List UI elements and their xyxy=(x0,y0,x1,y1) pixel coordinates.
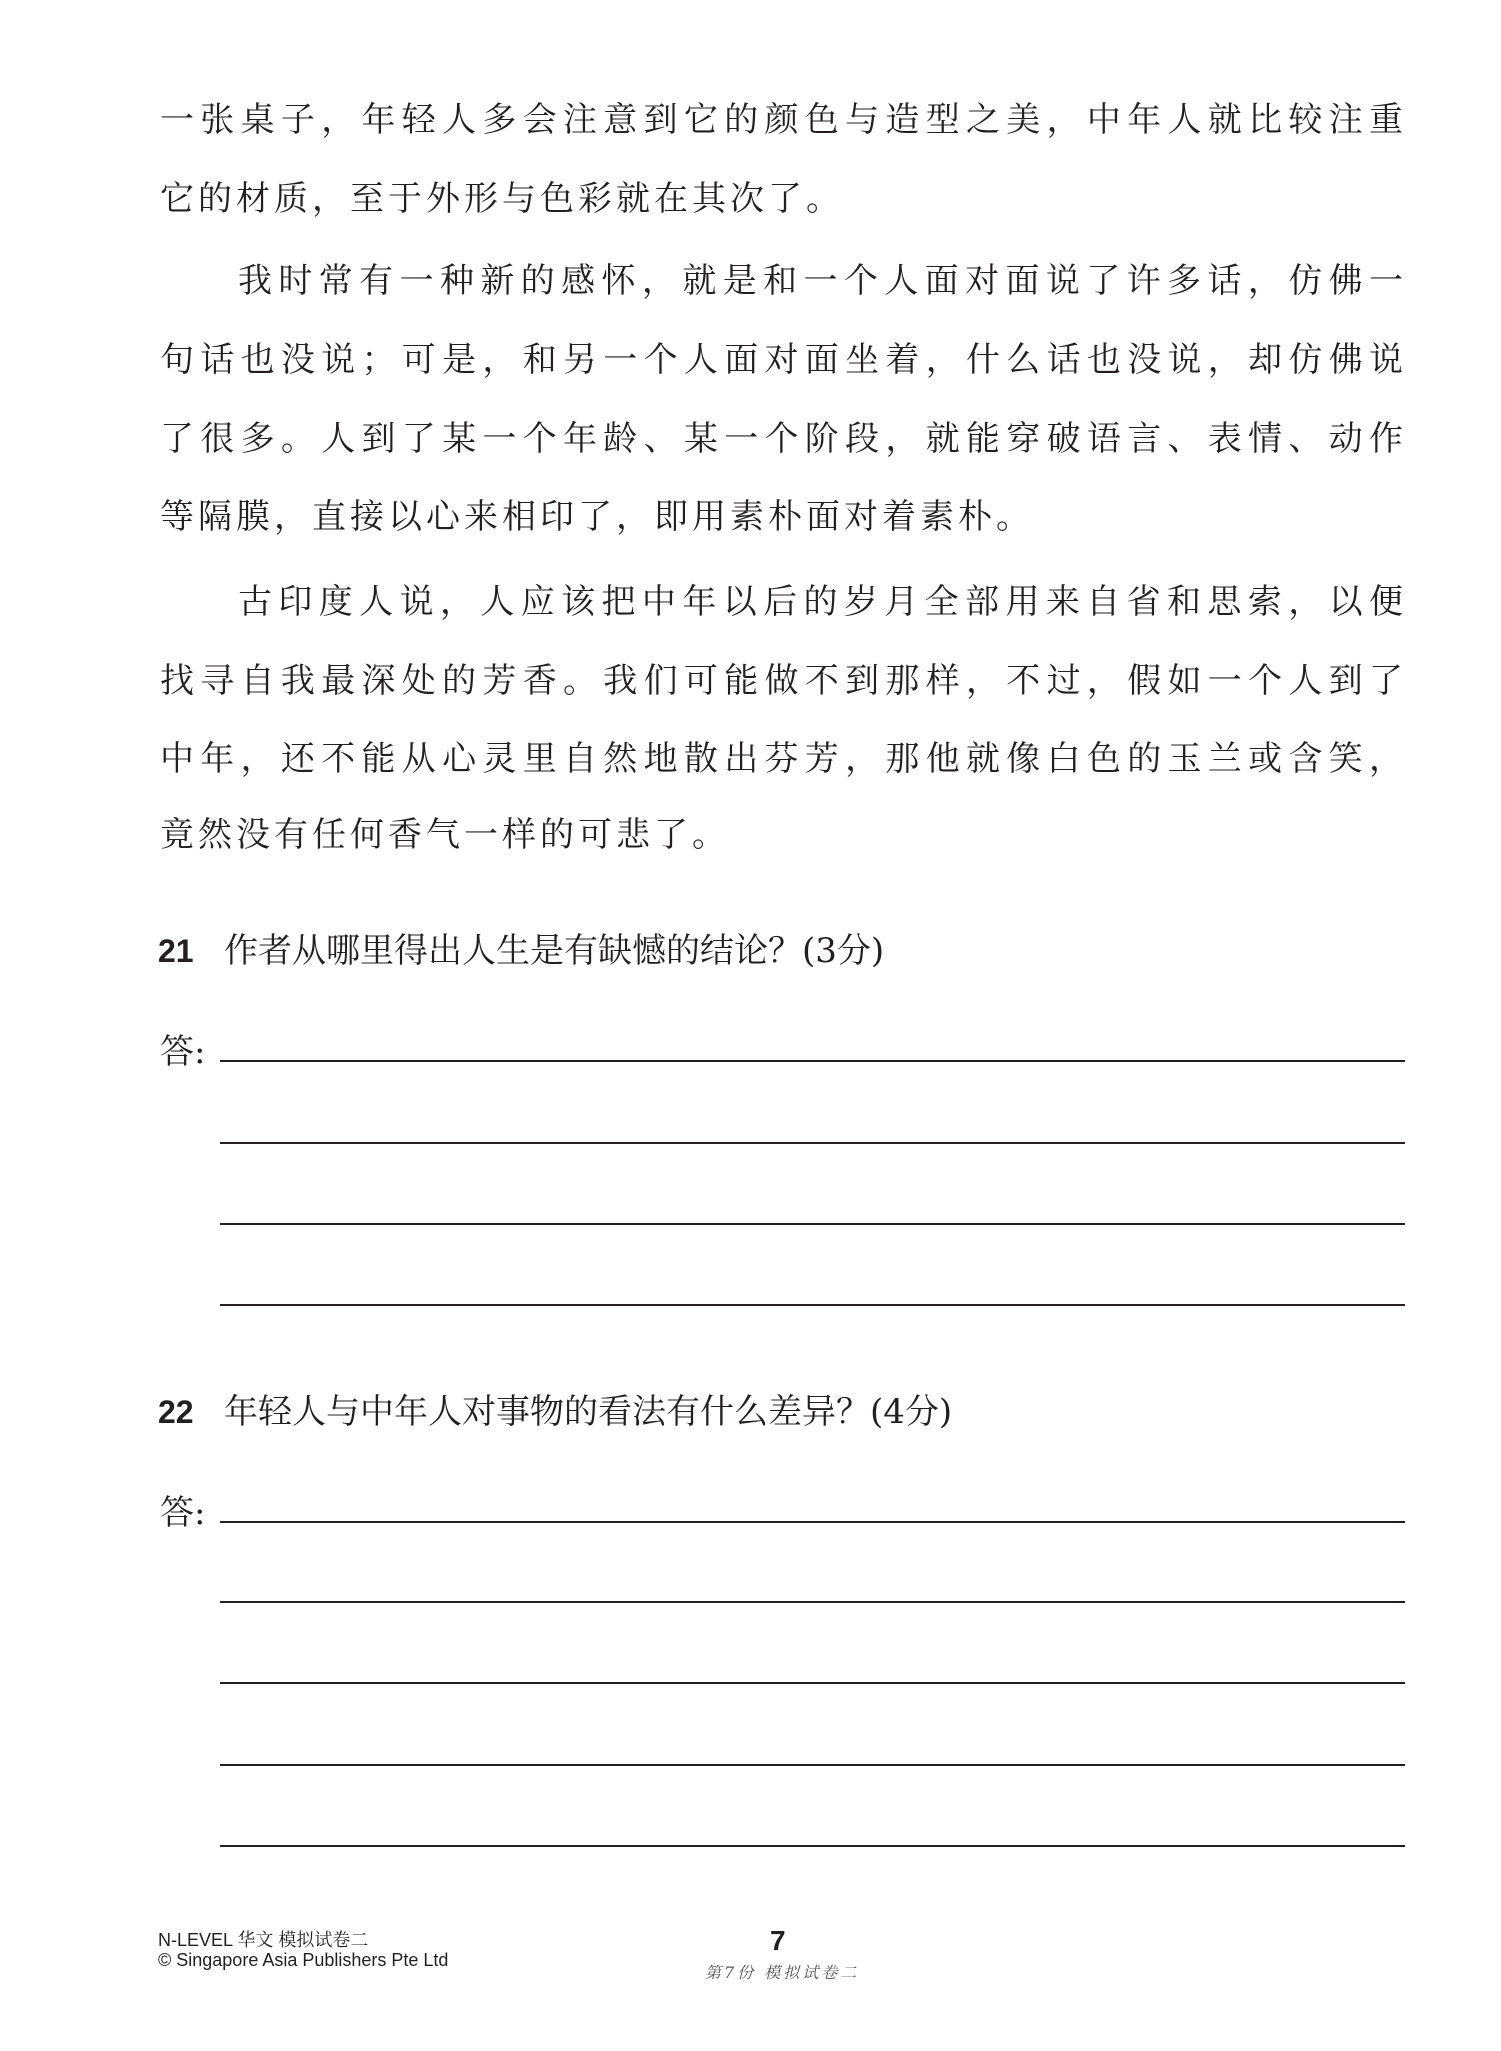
question-number: 21 xyxy=(158,933,194,969)
answer-line[interactable] xyxy=(220,1764,1405,1766)
footer-copyright: © Singapore Asia Publishers Pte Ltd xyxy=(158,1950,449,1970)
question-number: 22 xyxy=(158,1394,194,1430)
answer-line[interactable] xyxy=(220,1223,1405,1225)
answer-label: 答: xyxy=(160,1493,206,1533)
answer-label: 答: xyxy=(160,1032,206,1072)
passage-line: 等隔膜，直接以心来相印了，即用素朴面对着素朴。 xyxy=(160,497,1034,537)
answer-line[interactable] xyxy=(220,1521,1405,1523)
passage-line: 一张桌子，年轻人多会注意到它的颜色与造型之美，中年人就比较注重 xyxy=(160,100,1403,140)
footer-title: N-LEVEL 华文 模拟试卷二 xyxy=(158,1930,369,1950)
passage-line: 古印度人说，人应该把中年以后的岁月全部用来自省和思索，以便 xyxy=(238,582,1403,622)
question-text: 作者从哪里得出人生是有缺憾的结论？(3分) xyxy=(224,931,885,971)
passage-line: 竟然没有任何香气一样的可悲了。 xyxy=(160,815,730,855)
answer-line[interactable] xyxy=(220,1060,1405,1062)
passage-line: 句话也没说；可是，和另一个人面对面坐着，什么话也没说，却仿佛说 xyxy=(160,340,1403,380)
passage-line: 中年，还不能从心灵里自然地散出芬芳，那他就像白色的玉兰或含笑， xyxy=(160,739,1403,779)
answer-line[interactable] xyxy=(220,1845,1405,1847)
answer-line[interactable] xyxy=(220,1304,1405,1306)
passage-line: 了很多。人到了某一个年龄、某一个阶段，就能穿破语言、表情、动作 xyxy=(160,419,1403,459)
passage-line: 我时常有一种新的感怀，就是和一个人面对面说了许多话，仿佛一 xyxy=(238,261,1403,301)
passage-line: 找寻自我最深处的芳香。我们可能做不到那样，不过，假如一个人到了 xyxy=(160,661,1403,701)
answer-line[interactable] xyxy=(220,1682,1405,1684)
question-text: 年轻人与中年人对事物的看法有什么差异？(4分) xyxy=(224,1392,953,1432)
passage-line: 它的材质，至于外形与色彩就在其次了。 xyxy=(160,179,844,219)
answer-line[interactable] xyxy=(220,1601,1405,1603)
handwritten-note: 第7份 模拟试卷二 xyxy=(705,1963,860,1982)
answer-line[interactable] xyxy=(220,1142,1405,1144)
page-number: 7 xyxy=(770,1925,786,1956)
